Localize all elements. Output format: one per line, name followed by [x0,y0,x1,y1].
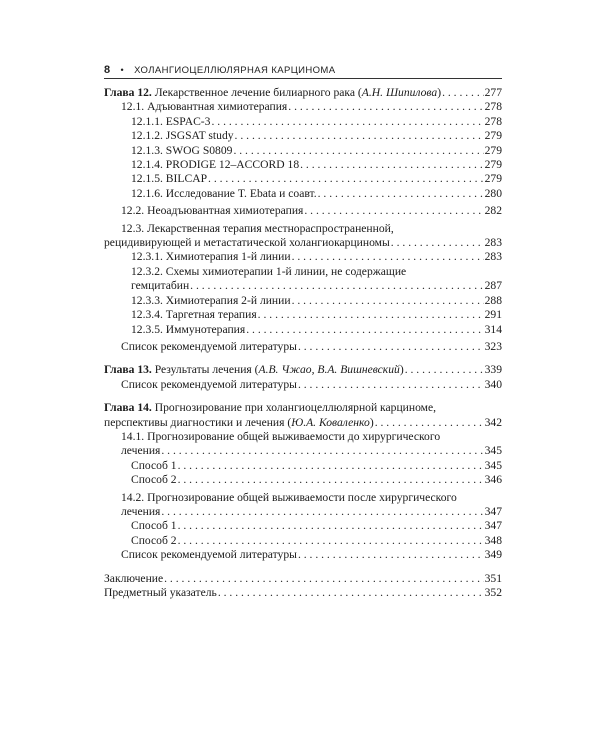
dot-leader [208,172,484,186]
toc-entry-title: 12.3.1. Химиотерапия 1-й линии [131,250,291,264]
toc-entry-title: 12.3.5. Иммунотерапия [131,322,246,336]
toc-entry-title: 12.1.6. Исследование T. Ebata и соавт. [131,186,317,200]
dot-leader [161,505,483,519]
dot-leader [375,416,484,430]
toc-page-number: 323 [484,339,502,353]
toc-entry-title: 12.1.2. JSGSAT study [131,129,234,143]
toc-entry-last-line [104,416,502,430]
toc-entry-14-2[interactable] [104,491,502,520]
dot-leader [298,340,484,354]
bullet-icon: • [120,65,125,75]
dot-leader [178,519,484,533]
dot-leader [292,250,484,264]
dot-leader [318,187,484,201]
toc-entry-12-1-3[interactable] [104,144,502,158]
dot-leader [235,129,484,143]
dot-leader [246,323,483,337]
page-number: 8 [104,64,111,76]
toc-page-number: 342 [484,415,502,429]
toc-page-number: 279 [484,129,502,143]
dot-leader [405,363,484,377]
toc-entry-title: 12.3.3. Химиотерапия 2-й линии [131,293,291,307]
toc-entry-12-3-1[interactable] [104,250,502,264]
toc-entry-references-12[interactable] [104,340,502,354]
running-header [104,64,500,76]
toc-page-number: 278 [484,100,502,114]
toc-entry-title: 12.1.5. BILCAP [131,172,208,186]
dot-leader [164,572,483,586]
toc-entry-chapter-12[interactable] [104,86,502,100]
toc-entry-12-1-2[interactable] [104,129,502,143]
dot-leader [211,115,483,129]
toc-entry-12-3-5[interactable] [104,323,502,337]
toc-page-number: 288 [484,293,502,307]
toc-page-number: 278 [484,114,502,128]
toc-entry-title: Список рекомендуемой литературы [121,548,297,562]
toc-page-number: 280 [484,186,502,200]
toc-entry-title-line: рецидивирующей и метастатической холангиокарциномы [104,236,390,250]
dot-leader [178,459,484,473]
toc-page-number: 277 [484,86,502,99]
toc-entry-12-3-4[interactable] [104,308,502,322]
toc-entry-title: Способ 2 [131,533,177,547]
toc-page-number: 352 [484,586,502,599]
dot-leader [218,586,484,600]
toc-page-number: 346 [484,473,502,487]
toc-entry-title-line: 12.3. Лекарственная терапия местнораспространенной, [121,221,394,235]
toc-entry-title-line: 12.3.2. Схемы химиотерапии 1-й линии, не содержащие [131,264,407,278]
dot-leader [391,236,484,250]
toc-entry-title: 12.1. Адъювантная химиотерапия [121,100,288,114]
dot-leader [292,294,484,308]
toc-page-number: 291 [484,308,502,322]
toc-entry-title: 12.3.4. Таргетная терапия [131,308,257,322]
toc-page-number: 282 [484,204,502,218]
toc-entry-14-1-method-1[interactable] [104,459,502,473]
toc-entry-title: 12.1.4. PRODIGE 12–ACCORD 18 [131,158,300,172]
running-title: ХОЛАНГИОЦЕЛЛЮЛЯРНАЯ КАРЦИНОМА [134,64,336,76]
toc-page-number: 279 [484,143,502,157]
dot-leader [178,473,484,487]
dot-leader [442,86,484,100]
toc-entry-14-2-method-1[interactable] [104,519,502,533]
dot-leader [161,444,483,458]
toc-entry-title-line: Глава 14. Прогнозирование при холангиоцеллюлярной карциноме, [104,401,437,415]
dot-leader [190,279,483,293]
toc-entry-12-1-6[interactable] [104,187,502,201]
dot-leader [298,548,484,562]
toc-entry-chapter-14[interactable] [104,401,502,430]
toc-page-number: 279 [484,158,502,172]
toc-page-number: 349 [484,548,502,562]
dot-leader [258,308,484,322]
toc-entry-12-1-1[interactable] [104,115,502,129]
toc-entry-12-3[interactable] [104,222,502,251]
toc-entry-title: 12.1.1. ESPAC-3 [131,114,211,128]
toc-entry-last-line [121,444,502,458]
toc-page-number: 339 [484,363,502,377]
toc-entry-title: Предметный указатель [104,586,217,599]
toc-entry-title: 12.2. Неоадъювантная химиотерапия [121,204,304,218]
toc-entry-12-1[interactable] [104,100,502,114]
toc-entry-title: Заключение [104,571,164,585]
toc-entry-title: 12.1.3. SWOG S0809 [131,143,233,157]
toc-entry-title: Глава 12. Лекарственное лечение билиарного рака (А.Н. Шипилова) [104,86,442,99]
toc-entry-14-2-method-2[interactable] [104,534,502,548]
toc-entry-title-line: 14.2. Прогнозирование общей выживаемости после хирургического [121,490,457,504]
toc-entry-title: Список рекомендуемой литературы [121,339,297,353]
toc-entry-title: Список рекомендуемой литературы [121,377,297,391]
toc-entry-chapter-13[interactable] [104,363,502,377]
toc-entry-last-line [121,505,502,519]
toc-entry-title-line: перспективы диагностики и лечения (Ю.А. Коваленко) [104,415,374,429]
toc-page-number: 345 [484,444,502,458]
toc-page-number: 287 [484,279,502,293]
toc-entry-title-line: 14.1. Прогнозирование общей выживаемости до хирургического [121,429,441,443]
toc-entry-title-line: лечения [121,504,161,518]
toc-entry-title-line: гемцитабин [131,279,190,293]
toc-entry-12-2[interactable] [104,204,502,218]
toc-entry-14-1[interactable] [104,430,502,459]
dot-leader [300,158,483,172]
toc-entry-12-1-4[interactable] [104,158,502,172]
toc-entry-12-1-5[interactable] [104,172,502,186]
toc-entry-conclusion[interactable] [104,572,502,586]
table-of-contents [104,86,502,600]
dot-leader [178,534,484,548]
dot-leader [288,100,483,114]
toc-entry-references-13[interactable] [104,378,502,392]
toc-page-number: 340 [484,377,502,391]
toc-entry-subject-index[interactable] [104,586,502,600]
toc-page-number: 345 [484,458,502,472]
toc-page-number: 283 [484,236,502,250]
dot-leader [304,204,483,218]
toc-entry-12-3-3[interactable] [104,294,502,308]
toc-entry-title-line: лечения [121,444,161,458]
toc-entry-last-line [104,236,502,250]
toc-page-number: 283 [484,250,502,264]
header-divider [104,78,502,79]
toc-entry-title: Способ 2 [131,473,177,487]
dot-leader [298,378,484,392]
toc-entry-title: Глава 13. Результаты лечения (А.В. Чжао, В.А. Вишневский) [104,363,404,377]
toc-page-number: 314 [484,322,502,336]
toc-entry-title: Способ 1 [131,458,177,472]
dot-leader [233,144,483,158]
toc-page-number: 351 [484,571,502,585]
toc-entry-14-1-method-2[interactable] [104,473,502,487]
toc-entry-12-3-2[interactable] [104,265,502,294]
toc-entry-last-line [131,279,502,293]
toc-entry-title: Способ 1 [131,519,177,533]
toc-page-number: 347 [484,519,502,533]
toc-page-number: 347 [484,504,502,518]
toc-entry-references-14[interactable] [104,548,502,562]
toc-page-number: 348 [484,533,502,547]
toc-page-number: 279 [484,172,502,186]
